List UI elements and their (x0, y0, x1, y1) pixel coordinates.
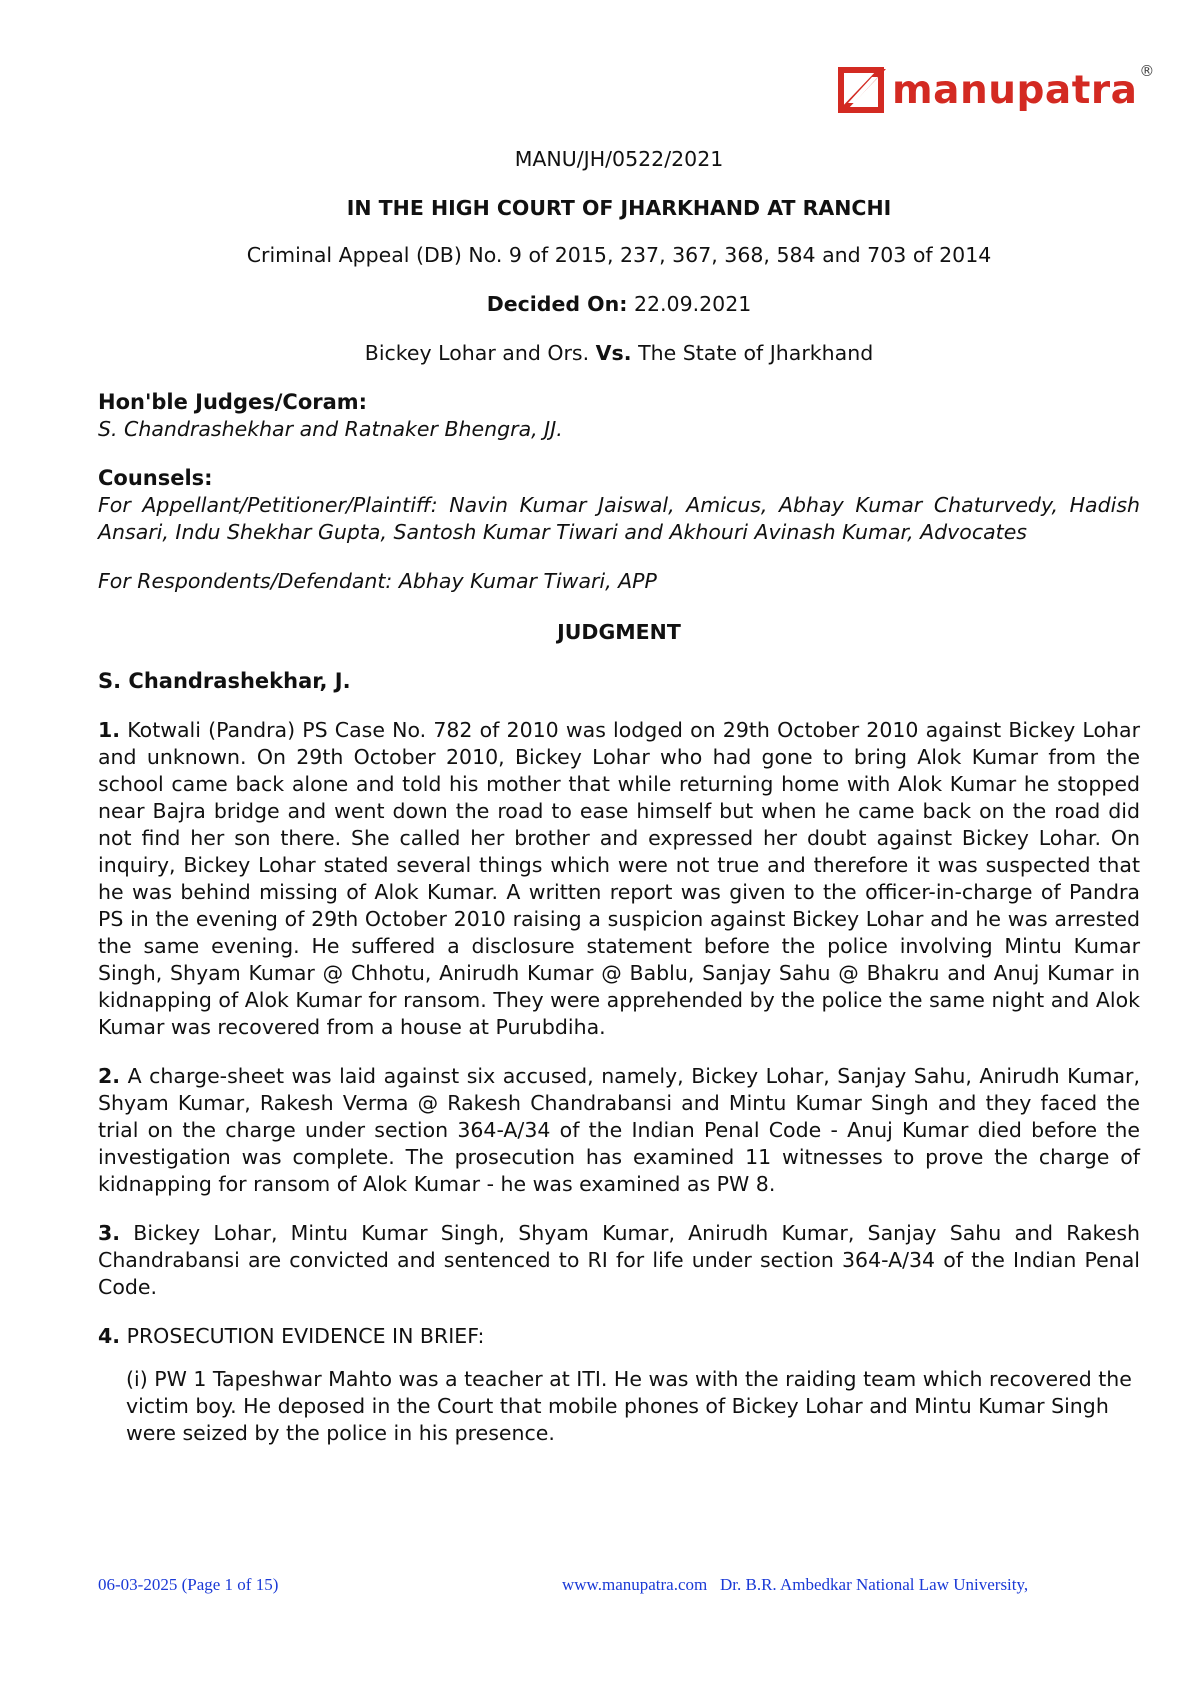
paragraph-text: Kotwali (Pandra) PS Case No. 782 of 2010 was lodged on 29th October 2010 against Bickey Lohar and unknown. On 29th October 2010, Bickey Lohar who had gone to bring Alok Kumar from the school came back alone and told his mother that while returning home with Alok Kumar he stopped near Bajra bridge and went down the road to ease himself but when he came back on the road did not find her son there. She called her brother and expressed her doubt against Bickey Lohar. On inquiry, Bickey Lohar stated several things which were not true and therefore it was suspected that he was behind missing of Alok Kumar. A written report was given to the officer-in-charge of Pandra PS in the evening of 29th October 2010 raising a suspicion against Bickey Lohar and he was arrested the same evening. He suffered a disclosure statement before the police involving Mintu Kumar Singh, Shyam Kumar @ Chhotu, Anirudh Kumar @ Bablu, Sanjay Sahu @ Bhakru and Anuj Kumar in kidnapping of Alok Kumar for ransom. They were apprehended by the police the same night and Alok Kumar was recovered from a house at Purubdiha. (98, 718, 1140, 1039)
counsel-appellant: For Appellant/Petitioner/Plaintiff: Navin Kumar Jaiswal, Amicus, Abhay Kumar Chaturvedy, Hadish Ansari, Indu Shekhar Gupta, Santosh Kumar Tiwari and Akhouri Avinash Kumar, Advocates (98, 493, 1140, 544)
paragraph-number: 2. (98, 1064, 121, 1088)
paragraph-3 (98, 1220, 1140, 1301)
document-body (98, 142, 1140, 1447)
court-name: IN THE HIGH COURT OF JHARKHAND AT RANCHI (346, 196, 892, 220)
footer-institution: Dr. B.R. Ambedkar National Law University, (720, 1575, 1029, 1594)
paragraph-number: 1. (98, 718, 121, 742)
judgment-title: JUDGMENT (557, 620, 681, 644)
paragraph-number: 4. (98, 1324, 121, 1348)
logo-wordmark: manupatra (892, 67, 1138, 113)
judges-heading: Hon'ble Judges/Coram: (98, 390, 368, 414)
paragraph-text: A charge-sheet was laid against six accused, namely, Bickey Lohar, Sanjay Sahu, Anirudh Kumar, Shyam Kumar, Rakesh Verma @ Rakesh Chandrabansi and Mintu Kumar Singh and they faced the trial on the charge under section 364-A/34 of the Indian Penal Code - Anuj Kumar died before the investigation was complete. The prosecution has examined 11 witnesses to prove the charge of kidnapping for ransom of Alok Kumar - he was examined as PW 8. (98, 1064, 1140, 1196)
versus-label: Vs. (595, 341, 632, 365)
paragraph-number: 3. (98, 1221, 121, 1245)
case-parties (98, 340, 1140, 367)
judges-names: S. Chandrashekhar and Ratnaker Bhengra, JJ. (98, 417, 563, 441)
paragraph-text: Bickey Lohar, Mintu Kumar Singh, Shyam Kumar, Anirudh Kumar, Sanjay Sahu and Rakesh Chandrabansi are convicted and sentenced to RI for life under section 364-A/34 of the Indian Penal Code. (98, 1221, 1140, 1299)
counsel-respondent: For Respondents/Defendant: Abhay Kumar Tiwari, APP (98, 569, 657, 593)
footer-links (562, 1575, 1028, 1595)
manupatra-logo (838, 58, 1154, 122)
paragraph-2 (98, 1063, 1140, 1198)
decided-on (98, 291, 1140, 318)
paragraph-1 (98, 717, 1140, 1041)
respondent-name: The State of Jharkhand (638, 341, 874, 365)
appellant-name: Bickey Lohar and Ors. (364, 341, 590, 365)
counsels-heading: Counsels: (98, 466, 213, 490)
manupatra-emblem-icon (838, 65, 888, 115)
paragraph-4 (98, 1323, 1140, 1350)
author-judge: S. Chandrashekhar, J. (98, 669, 351, 693)
citation: MANU/JH/0522/2021 (514, 147, 724, 171)
footer-page-info: 06-03-2025 (Page 1 of 15) (98, 1575, 279, 1594)
sub-paragraph-i: (i) PW 1 Tapeshwar Mahto was a teacher at ITI. He was with the raiding team which recovered the victim boy. He deposed in the Court that mobile phones of Bickey Lohar and Mintu Kumar Singh were seized by the police in his presence. (126, 1367, 1132, 1445)
decided-label: Decided On: (486, 292, 628, 316)
decided-date: 22.09.2021 (633, 292, 752, 316)
case-number: Criminal Appeal (DB) No. 9 of 2015, 237, 367, 368, 584 and 703 of 2014 (246, 243, 992, 267)
footer-website-link[interactable]: www.manupatra.com (562, 1575, 708, 1594)
paragraph-text: PROSECUTION EVIDENCE IN BRIEF: (120, 1324, 485, 1348)
registered-mark: ® (1139, 62, 1155, 80)
